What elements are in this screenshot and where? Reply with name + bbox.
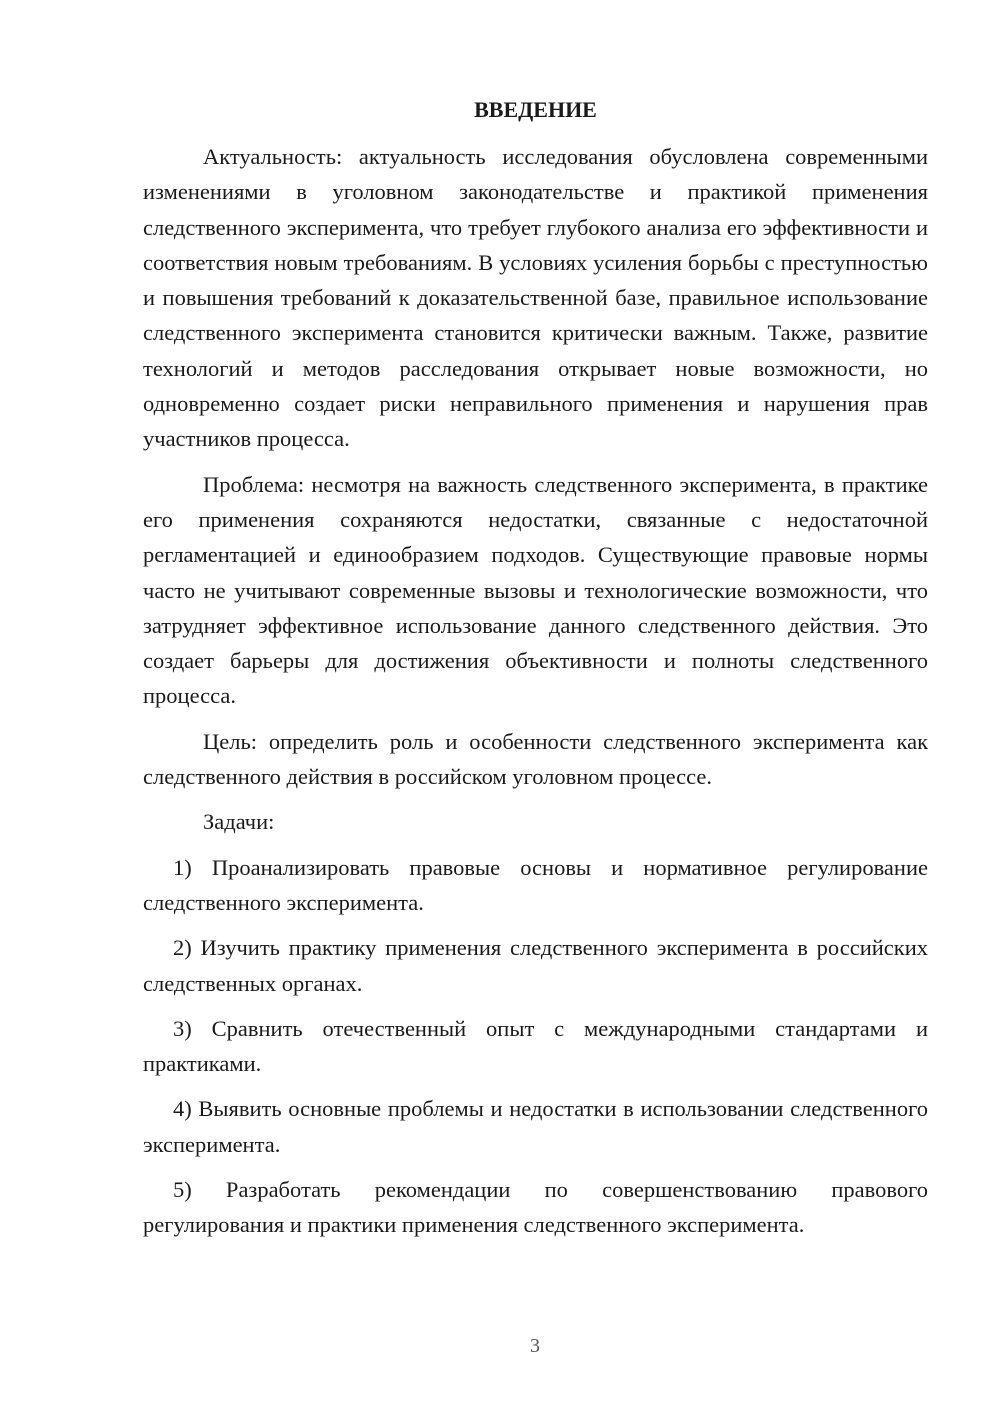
task-item-3: 3) Сравнить отечественный опыт с международными стандартами и практиками.	[143, 1015, 928, 1077]
paragraph-tasks-heading: Задачи:	[203, 809, 275, 835]
task-item-1: 1) Проанализировать правовые основы и нормативное регулирование следственного эксперимента.	[143, 854, 928, 915]
page-body	[143, 92, 928, 1253]
paragraph-problem: Проблема: несмотря на важность следственного эксперимента, в практике его применения сохраняются недостатки, связанные с недостаточной регламентацией и единообразием подходов. Существующие правовые нормы часто не учитывают современные вызовы и технологические возможности, что затрудняет эффективное использование данного следственного действия. Это создает барьеры для достижения объективности и полноты следственного процесса.	[143, 471, 928, 709]
task-item-2: 2) Изучить практику применения следственного эксперимента в российских следственных органах.	[143, 935, 928, 996]
page-number: 3	[530, 1335, 540, 1357]
paragraph-goal: Цель: определить роль и особенности следственного эксперимента как следственного действия в российском уголовном процессе.	[143, 728, 928, 790]
paragraph-relevance: Актуальность: актуальность исследования обусловлена современными изменениями в уголовном законодательстве и практикой применения следственного эксперимента, что требует глубокого анализа его эффективности и соответствия новым требованиям. В условиях усиления борьбы с преступностью и повышения требований к доказательственной базе, правильное использование следственного эксперимента становится критически важным. Также, развитие технологий и методов расследования открывает новые возможности, но одновременно создает риски неправильного применения и нарушения прав участников процесса.	[143, 144, 928, 452]
task-item-4: 4) Выявить основные проблемы и недостатки в использовании следственного эксперимента.	[143, 1096, 928, 1157]
section-title: ВВЕДЕНИЕ	[474, 97, 597, 122]
task-item-5: 5) Разработать рекомендации по совершенствованию правового регулирования и практики применения следственного эксперимента.	[143, 1177, 928, 1238]
